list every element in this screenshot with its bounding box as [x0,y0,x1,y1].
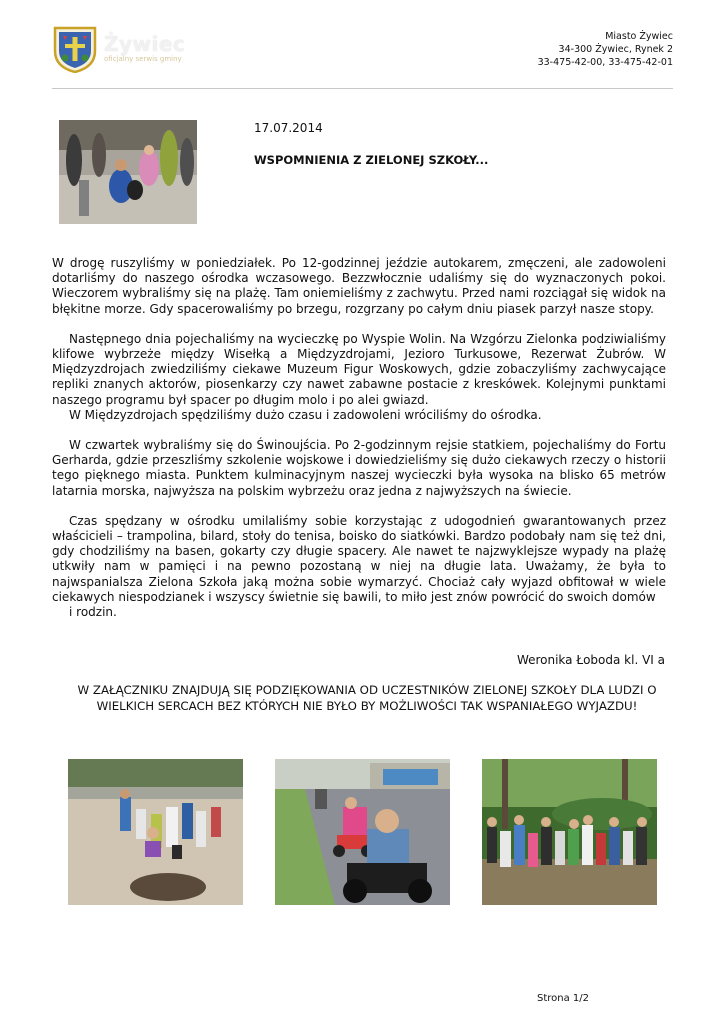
site-logo-subtitle: oficjalny serwis gminy [104,55,182,63]
address-phones: 33-475-42-00, 33-475-42-01 [537,57,673,68]
page-header [0,0,725,90]
article-signature: Weronika Łoboda kl. VI a [516,653,665,667]
article-body [52,256,666,620]
attachment-note: W ZAŁĄCZNIKU ZNAJDUJĄ SIĘ PODZIĘKOWANIA OD UCZESTNIKÓW ZIELONEJ SZKOŁY DLA LUDZI O WIELKICH SERCACH BEZ KTÓRYCH NIE BYŁO BY MOŻLIWOŚCI TAK WSPANIAŁEGO WYJAZDU! [77,683,657,713]
page-number: Strona 1/2 [537,993,590,1004]
article-paragraph: W czwartek wybraliśmy się do Świnoujścia. Po 2-godzinnym rejsie statkiem, pojechaliśmy do Fortu Gerharda, gdzie przeszliśmy szkolenie wojskowe i dowiedzieliśmy się dużo ciekawych rzeczy o historii tego pięknego miasta. Punktem kulminacyjnym naszej wycieczki była wysoka na blisko 65 metrów latarnia morska, najwyższa na polskim wybrzeżu oraz jedna z najwyższych na świecie. [52,438,666,498]
beach-photo [68,759,243,905]
article-paragraph: Czas spędzany w ośrodku umilaliśmy sobie korzystając z udogodnień gwarantowanych przez właścicieli – trampolina, bilard, stoły do tenisa, boisko do siatkówki. Bardzo podobały nam się też dni, gdy chodziliśmy na basen, gokarty czy długie spacery. Ale nawet te najzwyklejsze wypady na plażę utkwiły nam w pamięci i na pewno pozostaną w niej na długie lata. Uważamy, że była to najwspanialsza Zielona Szkoła jaką można sobie wymarzyć. Chociaż cały wyjazd obfitował w wiele ciekawych niespodzianek i wszyscy świetnie się bawili, to miło jest znów powrócić do swoich domów [52,513,666,604]
go-kart-photo [275,759,450,905]
article-date: 17.07.2014 [254,121,323,135]
group-photo [482,759,657,905]
article-paragraph: Następnego dnia pojechaliśmy na wycieczkę po Wyspie Wolin. Na Wzgórzu Zielonka podziwialiśmy klifowe wybrzeże między Wisełką a Międzyzdrojami, Jeziorо Turkusowe, Rezerwat Żubrów. W Międzyzdrojach zwiedziliśmy ciekawe Muzeum Figur Woskowych, gdzie zobaczyliśmy zachwycające repliki znanych aktorów, piosenkarzy czy nawet zabawne postacie z kreskówek. Kolejnymi punktami naszego programu był spacer po długim molo i po alei gwiazd. [52,331,666,407]
article-paragraph: W Międzyzdrojach spędziliśmy dużo czasu i zadowoleni wróciliśmy do ośrodka. [69,407,542,422]
address-street: 34-300 Żywiec, Rynek 2 [558,44,673,55]
site-logo-text[interactable]: Żywiec [104,32,186,56]
header-divider [52,88,673,89]
article-thumbnail-image [59,120,197,224]
city-crest-icon [52,25,98,73]
address-block [538,30,673,69]
address-city: Miasto Żywiec [605,31,673,42]
article-paragraph: W drogę ruszyliśmy w poniedziałek. Po 12-godzinnej jeździe autokarem, zmęczeni, ale zadowoleni dotarliśmy do naszego ośrodka wczasowego. Bezzwłocznie udaliśmy się do wyznaczonych pokoi. Wieczorem wybraliśmy się na plażę. Tam oniemieliśmy z zachwytu. Przed nami rozciągał się widok na błękitne morze. Gdy spacerowaliśmy po brzegu, rozgrzany po całym dniu piasek parzył nasze stopy. [52,256,666,316]
article-paragraph: i rodzin. [69,605,117,620]
article-title: WSPOMNIENIA Z ZIELONEJ SZKOŁY... [254,153,489,167]
